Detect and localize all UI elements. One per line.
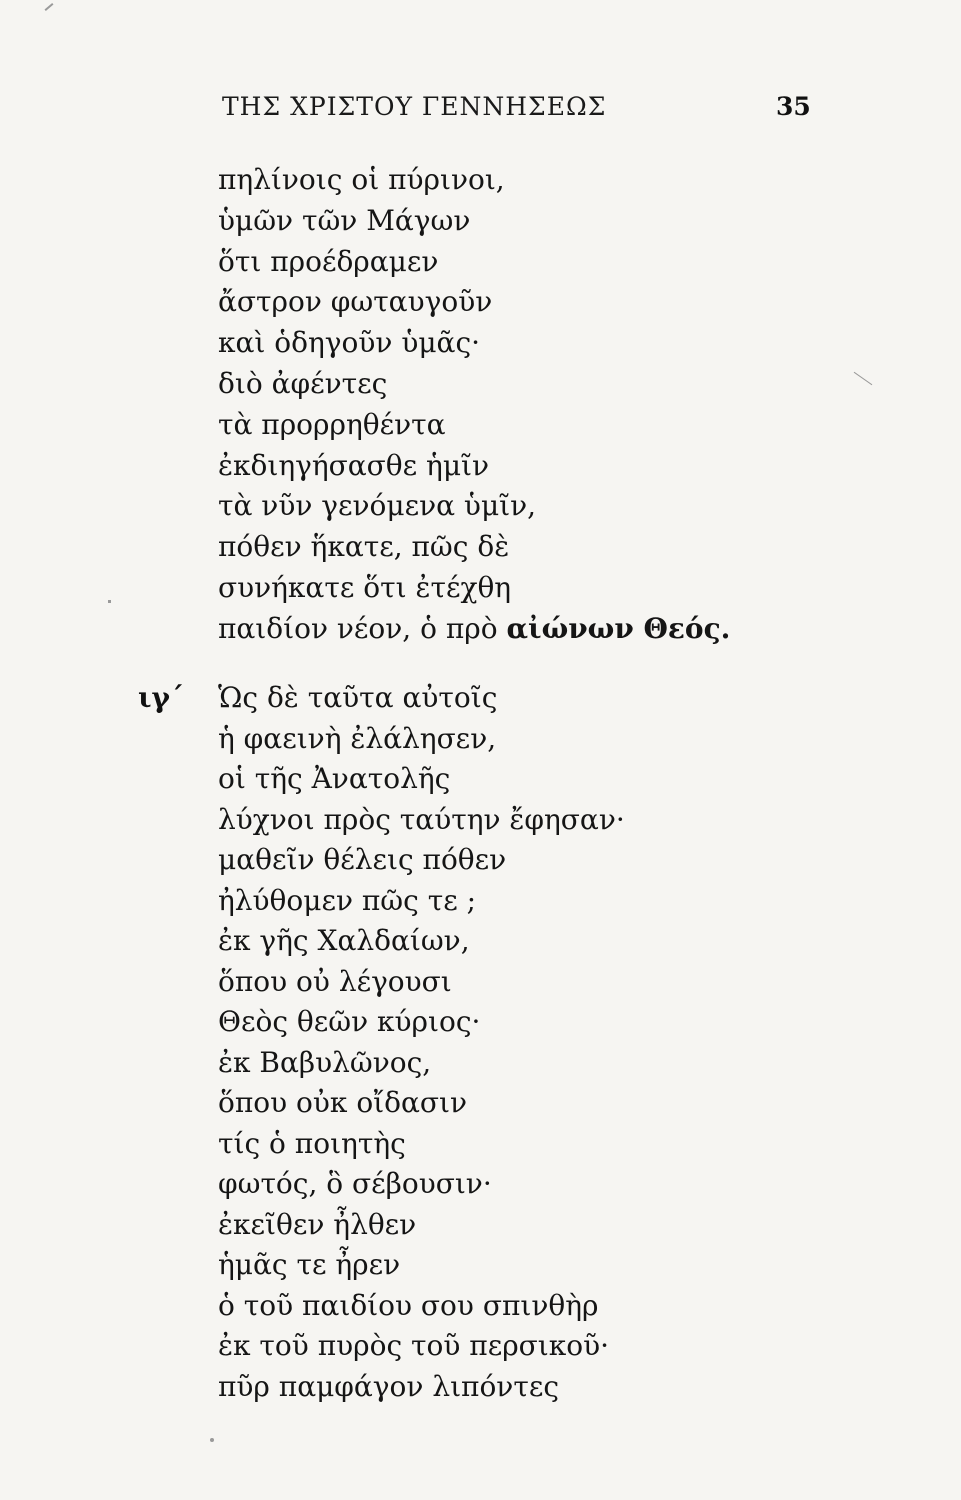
- verse-line-last: [218, 609, 730, 650]
- paper-speck: [108, 600, 111, 603]
- paper-speck: [45, 3, 54, 11]
- stanza-2: [218, 678, 625, 1407]
- paper-speck: [210, 1438, 214, 1442]
- verse-line: ὁ τοῦ παιδίου σου σπινθὴρ: [218, 1288, 599, 1322]
- stanza-1: [218, 160, 730, 650]
- verse-line: συνήκατε ὅτι ἐτέχθη: [218, 570, 512, 604]
- verse-line: λύχνοι πρὸς ταύτην ἔφησαν·: [218, 802, 625, 836]
- verse-line: τίς ὁ ποιητὴς: [218, 1126, 406, 1160]
- verse-line-bold-end: αἰώνων Θεός.: [506, 611, 731, 645]
- verse-line: Ὡς δὲ ταῦτα αὐτοῖς: [218, 681, 498, 714]
- verse-line: ἄστρον φωταυγοῦν: [218, 285, 493, 319]
- verse-line: μαθεῖν θέλεις πόθεν: [218, 843, 507, 876]
- verse-line: ὑμῶν τῶν Μάγων: [218, 203, 471, 237]
- verse-line: Θεὸς θεῶν κύριος·: [218, 1005, 481, 1038]
- verse-line: πόθεν ἥκατε, πῶς δὲ: [218, 530, 510, 564]
- verse-line: διὸ ἀφέντες: [218, 366, 388, 400]
- verse-line: ὅπου οὐ λέγουσι: [218, 964, 452, 998]
- verse-line: καὶ ὁδηγοῦν ὑμᾶς·: [218, 326, 481, 360]
- page-number: 35: [776, 92, 811, 121]
- verse-line: ἐκεῖθεν ἦλθεν: [218, 1207, 417, 1241]
- verse-line: ἐκδιηγήσασθε ἡμῖν: [218, 448, 490, 482]
- verse-line: τὰ νῦν γενόμενα ὑμῖν,: [218, 489, 537, 523]
- running-head: ΤΗΣ ΧΡΙΣΤΟΥ ΓΕΝΝΗΣΕΩΣ: [222, 92, 607, 121]
- verse-line: οἱ τῆς Ἀνατολῆς: [218, 762, 451, 795]
- verse-line: ἐκ Βαβυλῶνος,: [218, 1045, 432, 1079]
- verse-line: ἡ φαεινὴ ἐλάλησεν,: [218, 721, 497, 755]
- verse-line: τὰ προρρηθέντα: [218, 407, 446, 441]
- verse-line: ἠλύθομεν πῶς τε ;: [218, 883, 477, 917]
- paper-speck: [854, 372, 873, 385]
- verse-line: ὅτι προέδραμεν: [218, 244, 439, 278]
- verse-line: ἐκ γῆς Χαλδαίων,: [218, 924, 470, 957]
- verse-line-start: παιδίον νέον, ὁ πρὸ: [218, 611, 498, 645]
- verse-line: ὅπου οὐκ οἴδασιν: [218, 1086, 468, 1119]
- verse-line: πηλίνοις οἱ πύρινοι,: [218, 163, 505, 196]
- verse-line: ἐκ τοῦ πυρὸς τοῦ περσικοῦ·: [218, 1329, 610, 1362]
- stanza-number: ιγ΄: [138, 681, 185, 714]
- verse-line: φωτός, ὃ σέβουσιν·: [218, 1167, 492, 1200]
- verse-line: πῦρ παμφάγον λιπόντες: [218, 1369, 560, 1403]
- verse-line: ἡμᾶς τε ἦρεν: [218, 1248, 401, 1281]
